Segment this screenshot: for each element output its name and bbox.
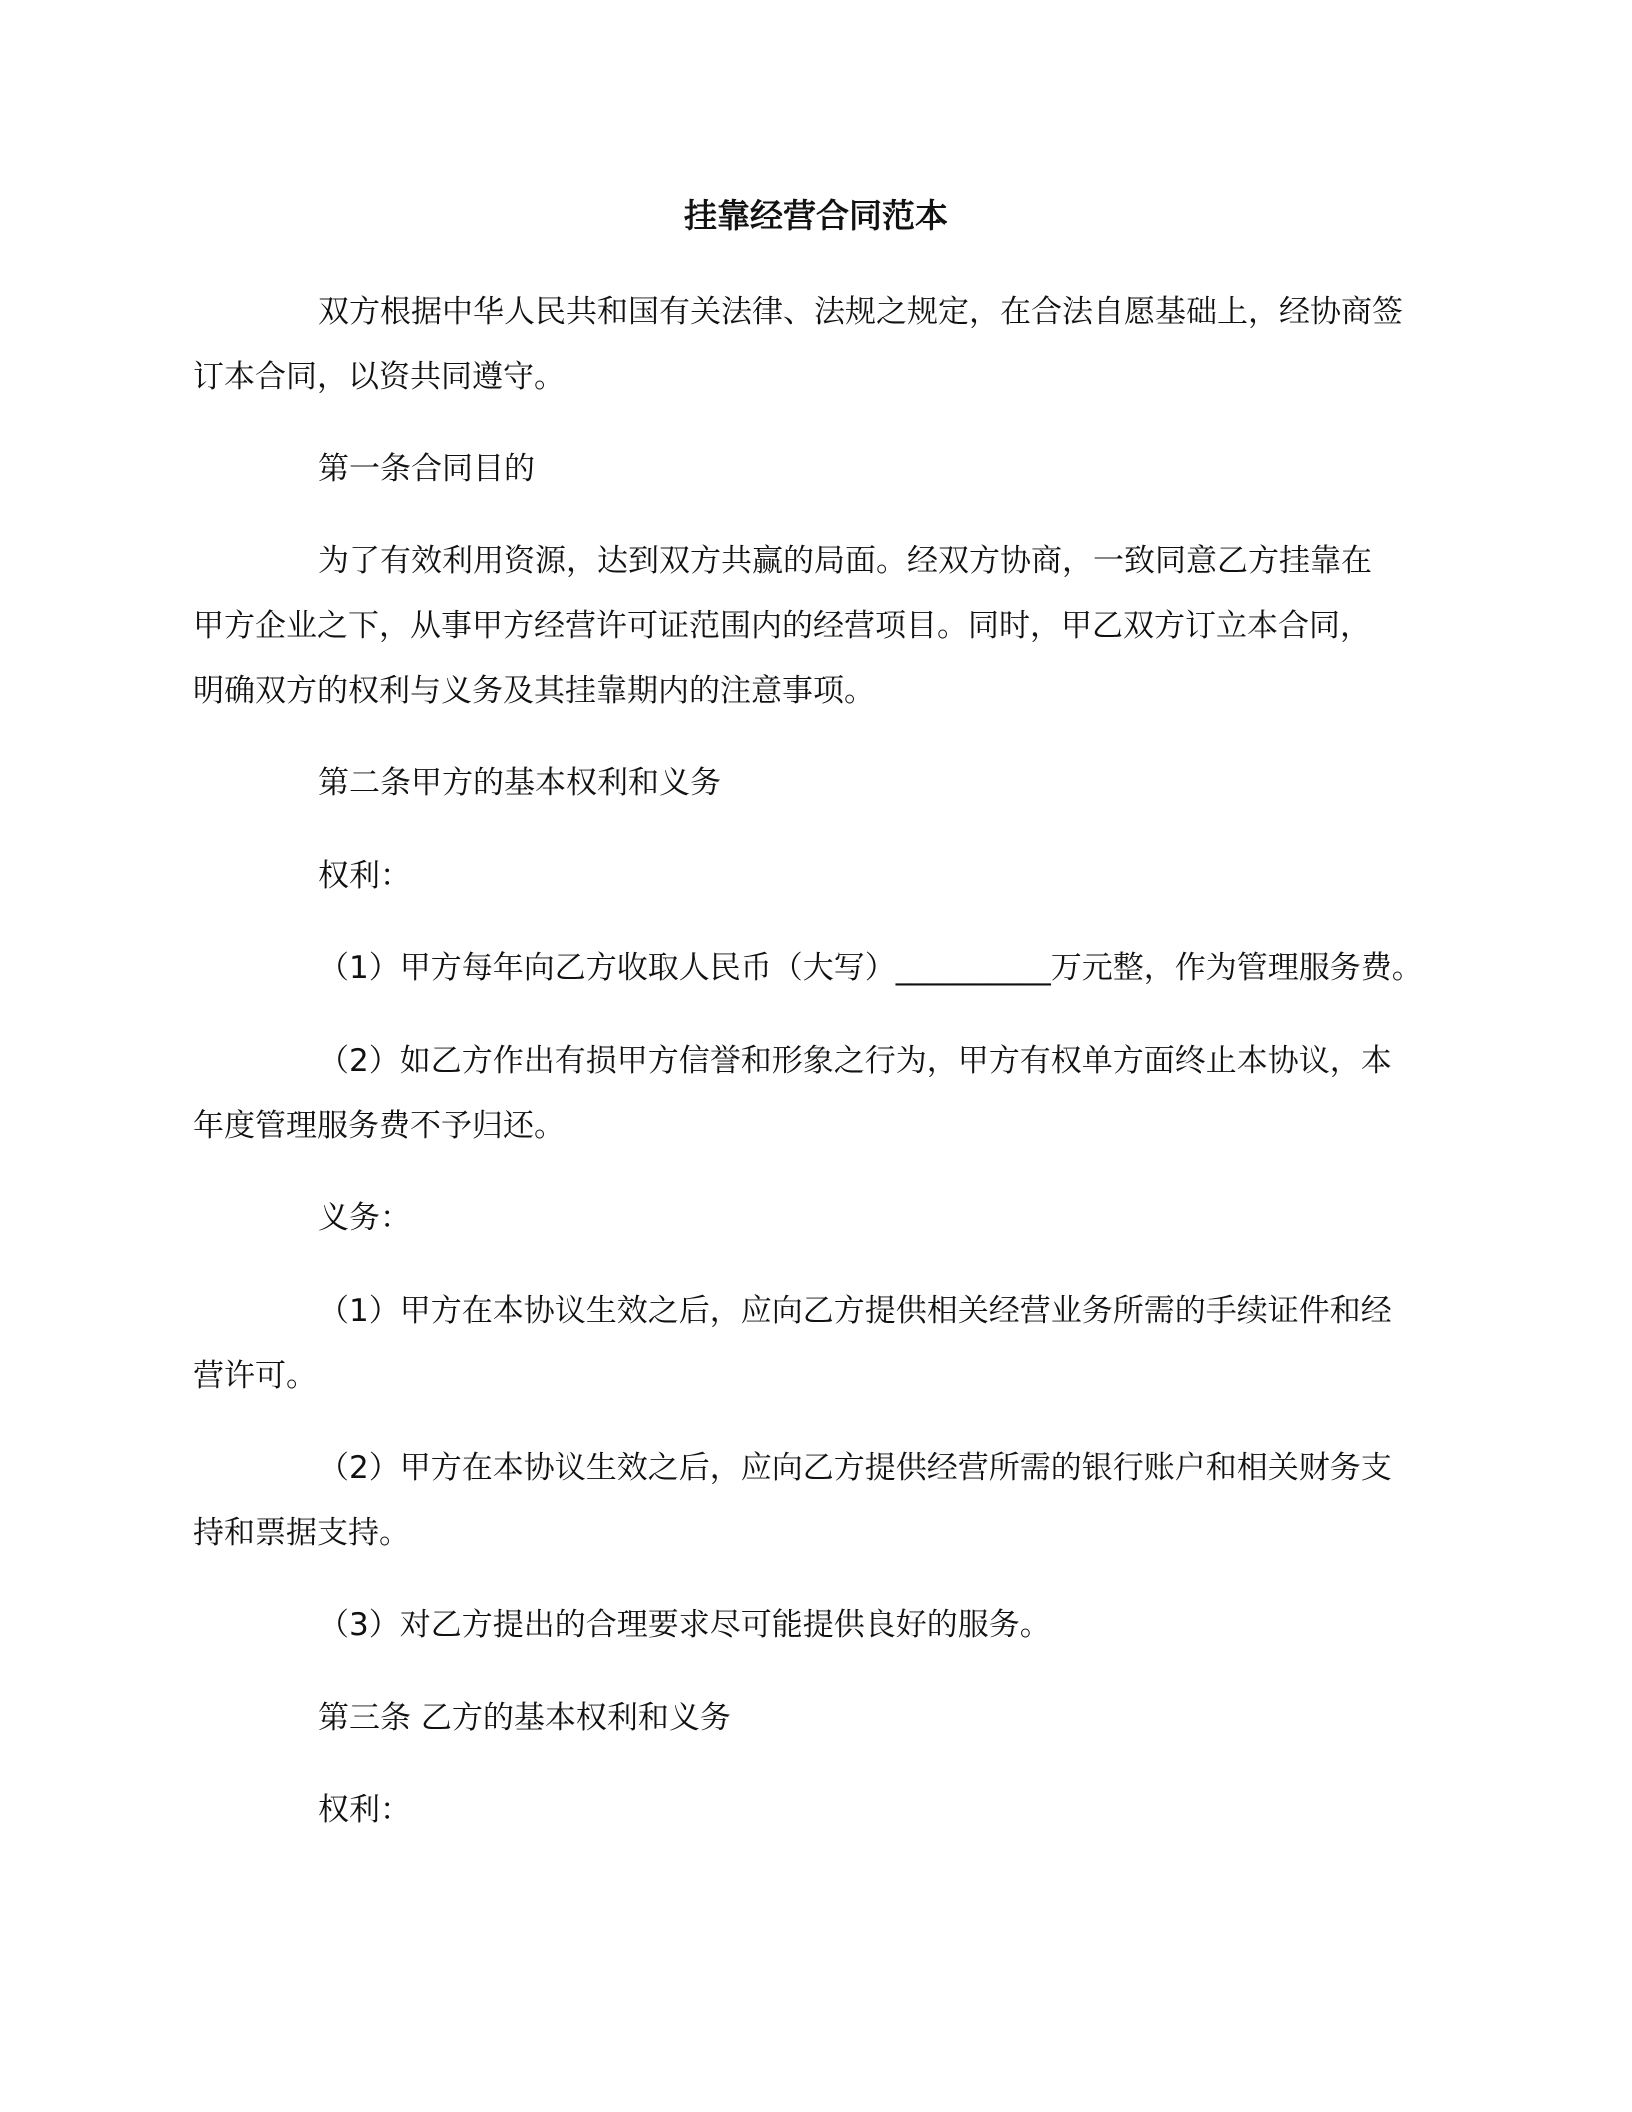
document-title: 挂靠经营合同范本 — [684, 196, 948, 235]
paragraph-line: 为了有效利用资源，达到双方共赢的局面。经双方协商，一致同意乙方挂靠在 — [318, 543, 1372, 579]
subheading: 义务： — [318, 1200, 411, 1236]
list-item-continuation: 持和票据支持。 — [193, 1515, 410, 1551]
list-item: （2）如乙方作出有损甲方信誉和形象之行为，甲方有权单方面终止本协议，本 — [318, 1043, 1392, 1079]
section-heading: 第二条甲方的基本权利和义务 — [318, 765, 721, 801]
paragraph-line: 明确双方的权利与义务及其挂靠期内的注意事项。 — [193, 673, 875, 709]
list-item: （1）甲方在本协议生效之后，应向乙方提供相关经营业务所需的手续证件和经 — [318, 1293, 1392, 1329]
paragraph-line: 甲方企业之下，从事甲方经营许可证范围内的经营项目。同时，甲乙双方订立本合同， — [193, 608, 1371, 644]
subheading: 权利： — [318, 858, 411, 894]
section-heading: 第一条合同目的 — [318, 451, 535, 487]
section-heading: 第三条 乙方的基本权利和义务 — [318, 1700, 731, 1736]
list-item-continuation: 年度管理服务费不予归还。 — [193, 1108, 565, 1144]
list-item: （3）对乙方提出的合理要求尽可能提供良好的服务。 — [318, 1607, 1051, 1643]
paragraph-line: 双方根据中华人民共和国有关法律、法规之规定，在合法自愿基础上，经协商签 — [318, 294, 1403, 330]
subheading: 权利： — [318, 1792, 411, 1828]
list-item-continuation: 营许可。 — [193, 1358, 317, 1394]
paragraph-line: 订本合同，以资共同遵守。 — [193, 359, 565, 395]
list-item: （2）甲方在本协议生效之后，应向乙方提供经营所需的银行账户和相关财务支 — [318, 1450, 1392, 1486]
list-item: （1）甲方每年向乙方收取人民币（大写）__________万元整，作为管理服务费。 — [318, 950, 1423, 986]
